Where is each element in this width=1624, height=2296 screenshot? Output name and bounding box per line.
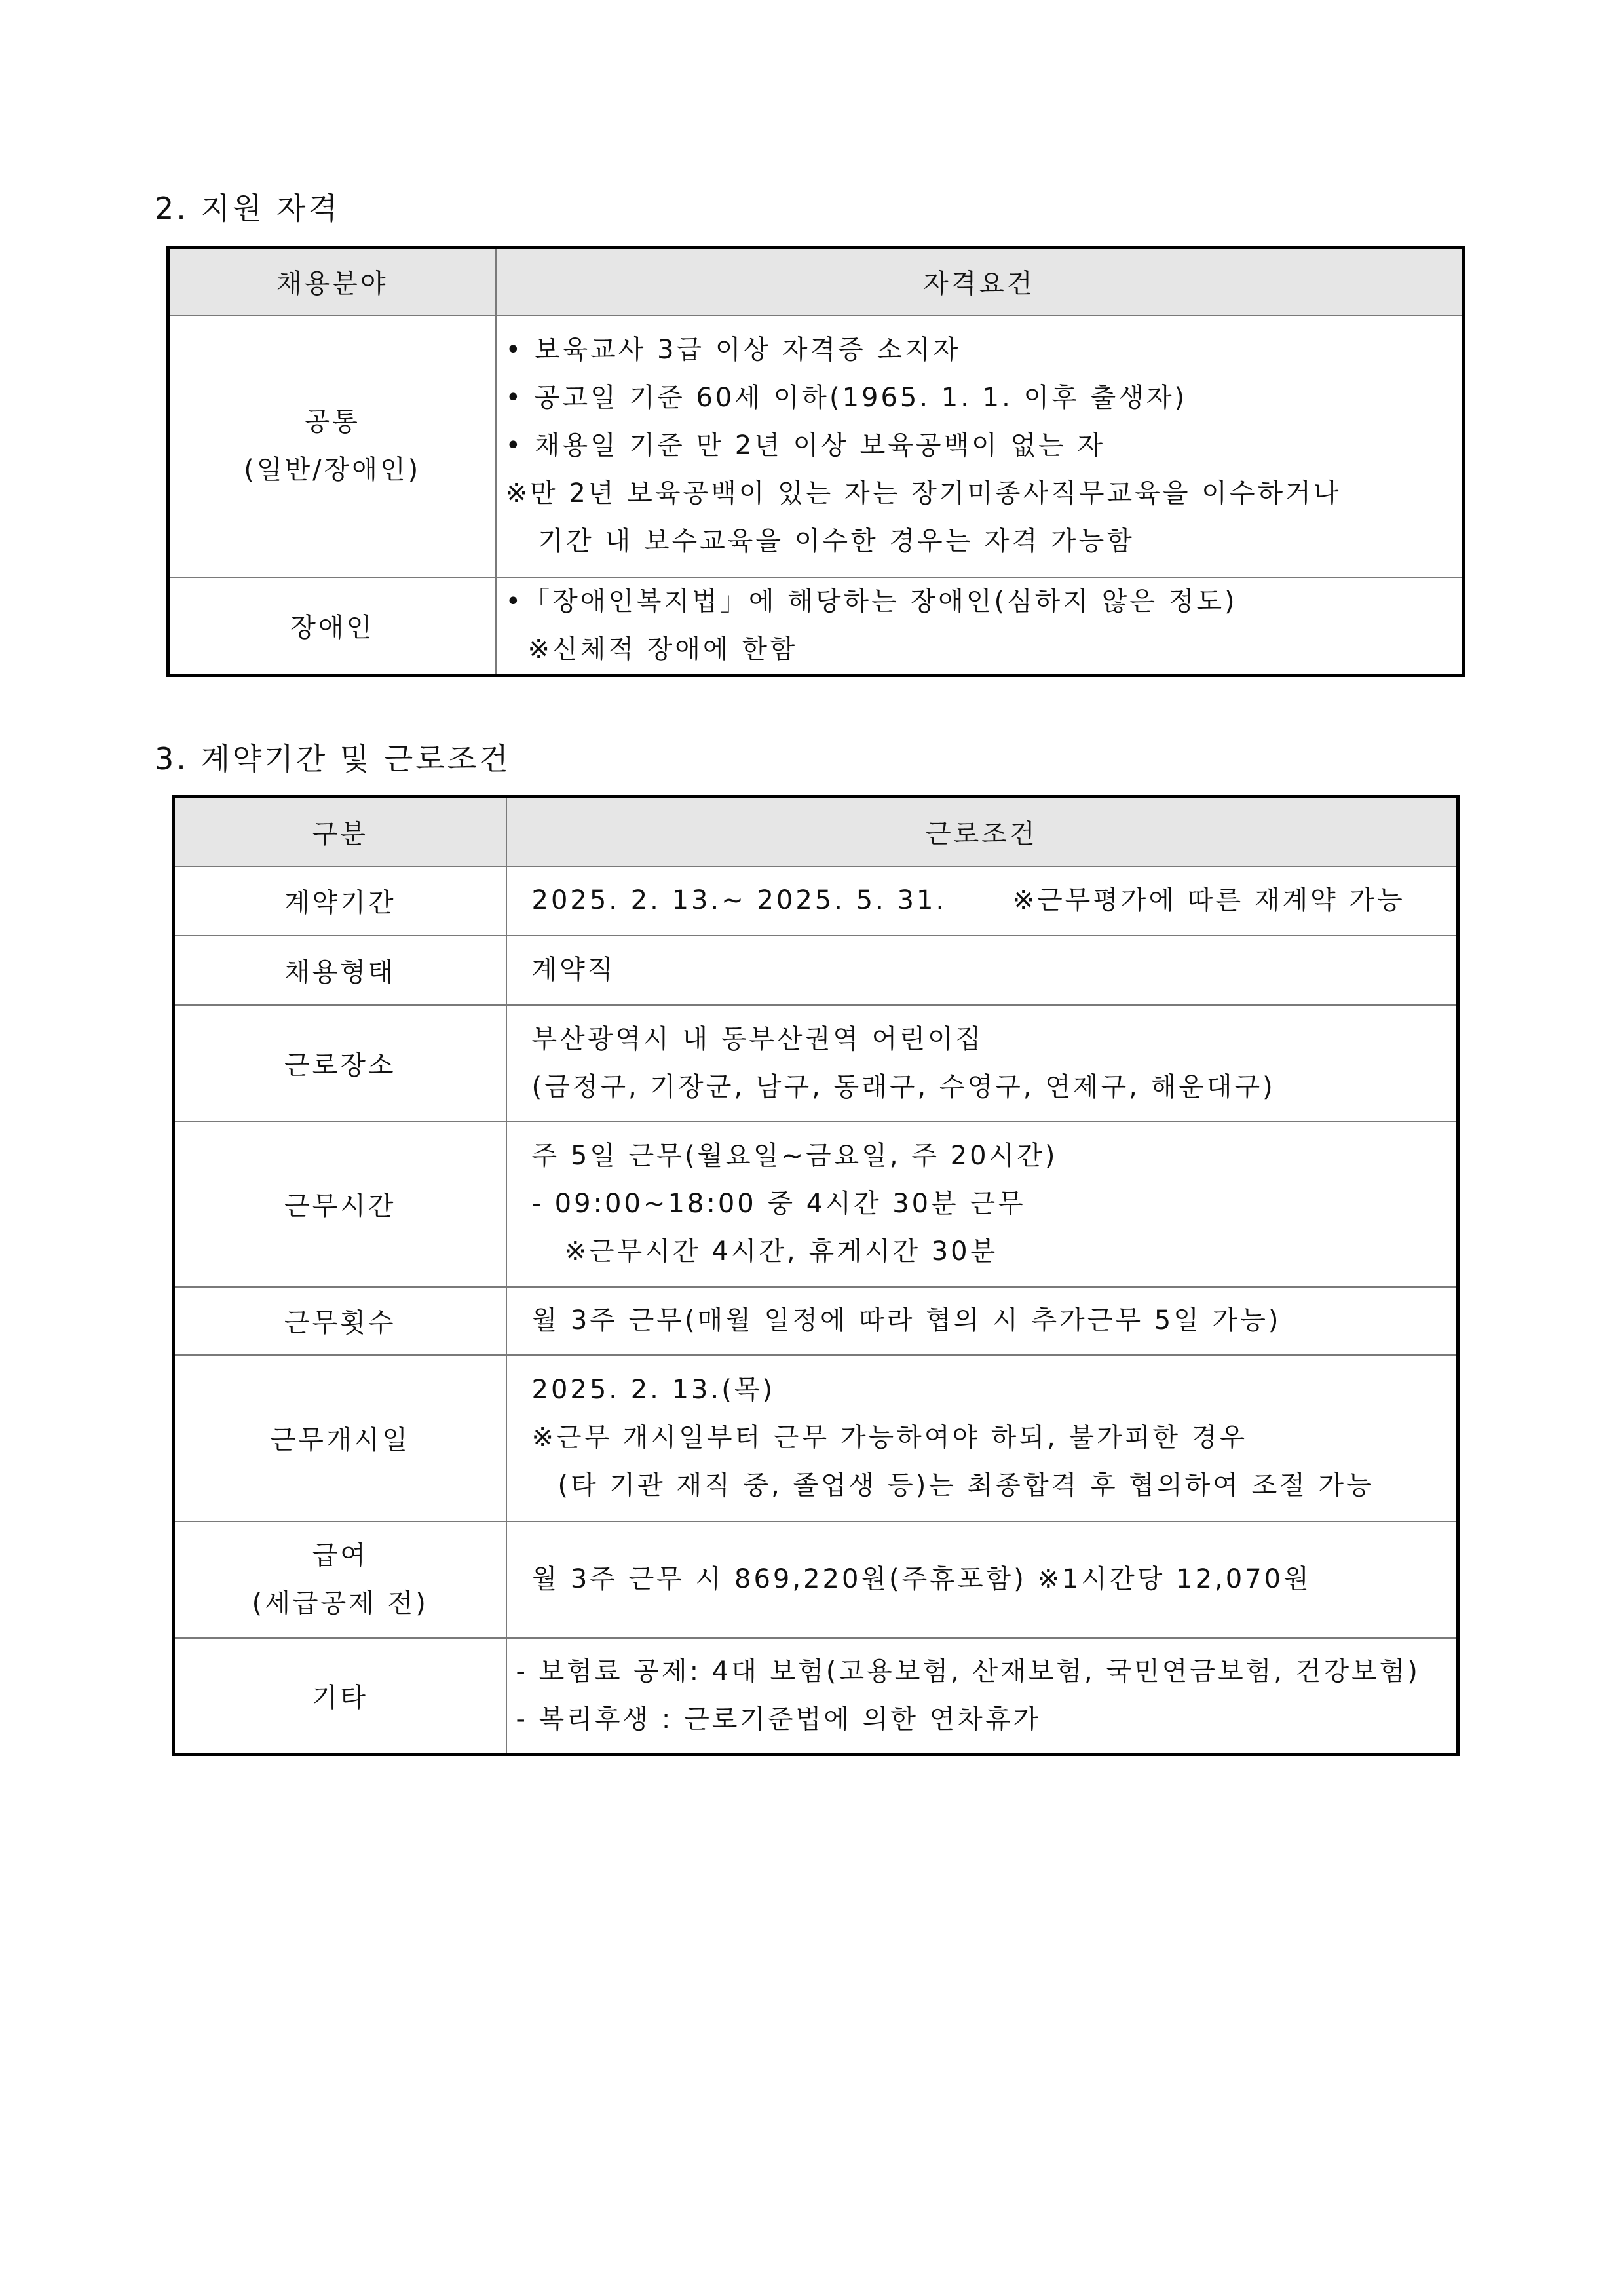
column-header-conditions: 근로조건 <box>506 797 1458 866</box>
requirement-line: • 보육교사 3급 이상 자격증 소지자 <box>505 335 961 365</box>
label-line: 공통 <box>304 406 360 437</box>
row-content-start-date <box>506 1355 1458 1521</box>
row-label-other: 기타 <box>174 1638 506 1755</box>
row-content-salary <box>506 1521 1458 1638</box>
condition-line: 월 3주 근무 시 869,220원(주휴포함) ※1시간당 12,070원 <box>531 1564 1312 1594</box>
table-row <box>174 1355 1458 1521</box>
condition-line: - 보험료 공제: 4대 보험(고용보험, 산재보험, 국민연금보험, 건강보험) <box>516 1656 1420 1687</box>
row-content-other <box>506 1638 1458 1755</box>
section-title-qualifications: 2. 지원 자격 <box>155 191 340 226</box>
table-header-row <box>168 248 1463 315</box>
row-label-employment-type: 채용형태 <box>174 936 506 1005</box>
row-label-work-frequency: 근무횟수 <box>174 1287 506 1355</box>
row-label-start-date: 근무개시일 <box>174 1355 506 1521</box>
table-row <box>168 315 1463 577</box>
row-content-common <box>496 315 1463 577</box>
table-row <box>174 1287 1458 1355</box>
condition-line: 부산광역시 내 동부산권역 어린이집 <box>531 1024 984 1054</box>
condition-line: 2025. 2. 13.(목) <box>531 1375 776 1405</box>
table-row <box>174 1638 1458 1755</box>
row-label-common <box>168 315 496 577</box>
requirement-line: • 채용일 기준 만 2년 이상 보육공백이 없는 자 <box>505 430 1106 461</box>
row-label-salary <box>174 1521 506 1638</box>
row-label-contract-period: 계약기간 <box>174 866 506 936</box>
condition-note: ※근무 개시일부터 근무 가능하여야 하되, 불가피한 경우 <box>531 1423 1248 1453</box>
table-header-row <box>174 797 1458 866</box>
table-row <box>174 1005 1458 1122</box>
row-label-work-location: 근로장소 <box>174 1005 506 1122</box>
label-line: (일반/장애인) <box>244 454 421 485</box>
requirement-note-continuation: 기간 내 보수교육을 이수한 경우는 자격 가능함 <box>538 526 1135 556</box>
column-header-category: 구분 <box>174 797 506 866</box>
work-conditions-table <box>172 795 1460 1756</box>
section-title-contract-conditions: 3. 계약기간 및 근로조건 <box>155 741 511 776</box>
row-label-work-hours: 근무시간 <box>174 1122 506 1287</box>
table-row <box>168 577 1463 676</box>
label-line: 급여 <box>312 1540 368 1571</box>
condition-note-continuation: (타 기관 재직 중, 졸업생 등)는 최종합격 후 협의하여 조절 가능 <box>557 1470 1374 1501</box>
condition-line: 계약직 <box>531 955 616 985</box>
condition-line: - 09:00~18:00 중 4시간 30분 근무 <box>531 1189 1026 1219</box>
table-row <box>174 1122 1458 1287</box>
qualifications-table <box>166 246 1465 677</box>
column-header-field: 채용분야 <box>168 248 496 315</box>
condition-line: 월 3주 근무(매월 일정에 따라 협의 시 추가근무 5일 가능) <box>531 1305 1281 1335</box>
requirement-note: ※만 2년 보육공백이 있는 자는 장기미종사직무교육을 이수하거나 <box>505 478 1342 508</box>
condition-line: 주 5일 근무(월요일~금요일, 주 20시간) <box>531 1141 1058 1171</box>
row-content-contract-period <box>506 866 1458 936</box>
row-label-disabled: 장애인 <box>168 577 496 676</box>
row-content-employment-type <box>506 936 1458 1005</box>
table-row <box>174 936 1458 1005</box>
table-row <box>174 1521 1458 1638</box>
row-content-work-hours <box>506 1122 1458 1287</box>
condition-line: (금정구, 기장군, 남구, 동래구, 수영구, 연제구, 해운대구) <box>531 1071 1275 1102</box>
row-content-work-frequency <box>506 1287 1458 1355</box>
condition-line: 2025. 2. 13.~ 2025. 5. 31. ※근무평가에 따른 재계약 가능 <box>531 885 1405 915</box>
requirement-line: •「장애인복지법」에 해당하는 장애인(심하지 않은 정도) <box>505 586 1237 617</box>
label-line: (세급공제 전) <box>252 1588 428 1618</box>
row-content-disabled <box>496 577 1463 676</box>
table-row <box>174 866 1458 936</box>
column-header-requirements: 자격요건 <box>496 248 1463 315</box>
requirement-line: • 공고일 기준 60세 이하(1965. 1. 1. 이후 출생자) <box>505 383 1188 413</box>
row-content-work-location <box>506 1005 1458 1122</box>
condition-line: - 복리후생 : 근로기준법에 의한 연차휴가 <box>516 1704 1042 1734</box>
requirement-note: ※신체적 장애에 한함 <box>527 634 798 664</box>
condition-note: ※근무시간 4시간, 휴게시간 30분 <box>564 1236 998 1267</box>
